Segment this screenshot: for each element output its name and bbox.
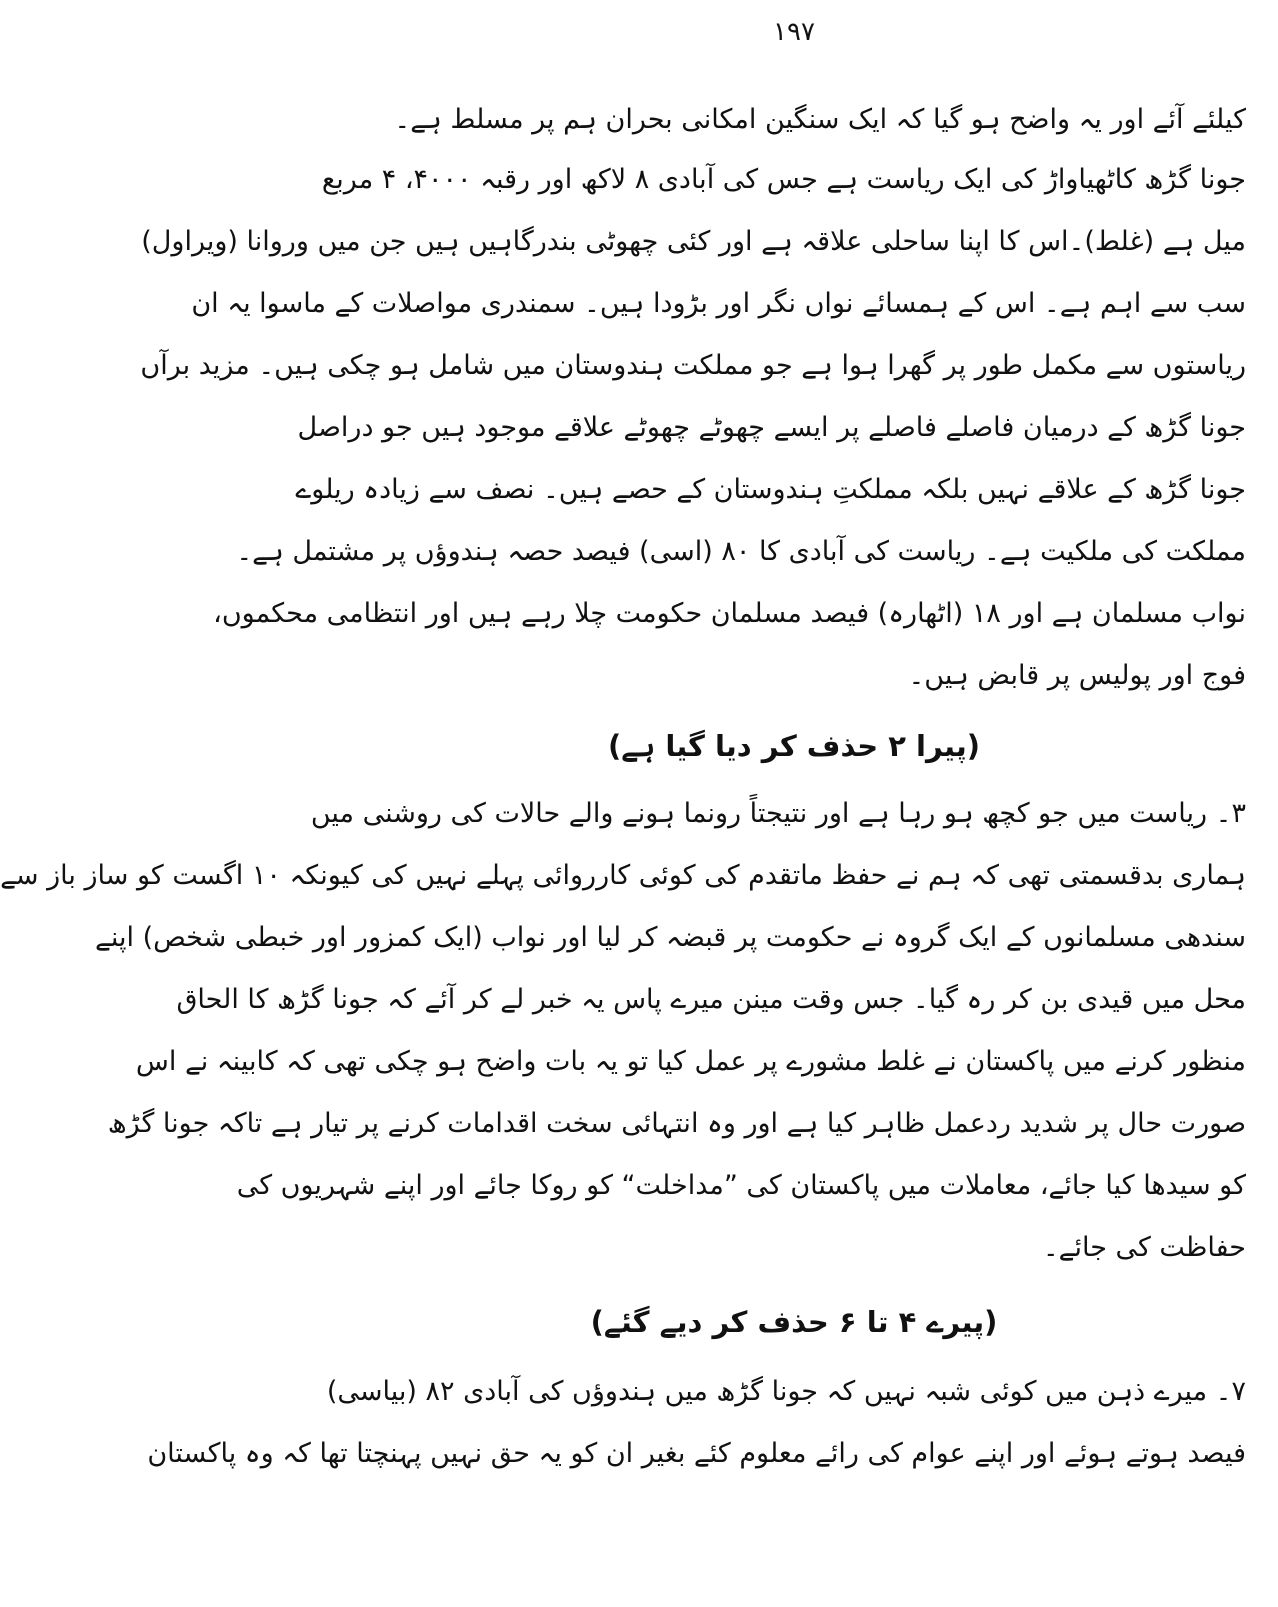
text-line: جونا گڑھ کے علاقے نہیں بلکہ مملکتِ ہندوستان کے حصے ہیں۔ نصف سے زیادہ ریلوے	[295, 474, 1246, 505]
text-line: فوج اور پولیس پر قابض ہیں۔	[908, 660, 1246, 691]
text-line: ۷۔ میرے ذہن میں کوئی شبہ نہیں کہ جونا گڑھ میں ہندوؤں کی آبادی ۸۲ (بیاسی)	[326, 1376, 1246, 1407]
page-number: ١٩٧	[773, 17, 815, 47]
text-line: جونا گڑھ کاٹھیاواڑ کی ایک ریاست ہے جس کی آبادی ۸ لاکھ اور رقبہ ۴۰۰۰، ۴ مربع	[321, 164, 1246, 195]
text-line: سب سے اہم ہے۔ اس کے ہمسائے نواں نگر اور بڑودا ہیں۔ سمندری مواصلات کے ماسوا یہ ان	[191, 288, 1246, 319]
text-line: نواب مسلمان ہے اور ۱۸ (اٹھارہ) فیصد مسلمان حکومت چلا رہے ہیں اور انتظامی محکموں،	[213, 598, 1246, 629]
text-line: کیلئے آئے اور یہ واضح ہو گیا کہ ایک سنگین امکانی بحران ہم پر مسلط ہے۔	[394, 104, 1246, 135]
text-line: فیصد ہوتے ہوئے اور اپنے عوام کی رائے معلوم کئے بغیر ان کو یہ حق نہیں پہنچتا تھا کہ وہ پاکستان	[147, 1438, 1246, 1469]
text-line: میل ہے (غلط)۔اس کا اپنا ساحلی علاقہ ہے اور کئی چھوٹی بندرگاہیں ہیں جن میں وروانا (ویراول)	[141, 226, 1246, 257]
text-line: حفاظت کی جائے۔	[1042, 1232, 1246, 1263]
text-line: ۳۔ ریاست میں جو کچھ ہو رہا ہے اور نتیجتاً رونما ہونے والے حالات کی روشنی میں	[310, 798, 1246, 829]
text-line: صورت حال پر شدید ردعمل ظاہر کیا ہے اور وہ انتہائی سخت اقدامات کرنے پر تیار ہے تاکہ جونا گڑھ	[107, 1108, 1246, 1139]
text-line: محل میں قیدی بن کر رہ گیا۔ جس وقت مینن میرے پاس یہ خبر لے کر آئے کہ جونا گڑھ کا الحاق	[176, 984, 1246, 1015]
text-line: مملکت کی ملکیت ہے۔ ریاست کی آبادی کا ۸۰ (اسی) فیصد حصہ ہندوؤں پر مشتمل ہے۔	[236, 536, 1246, 567]
section-heading: (پیرا ۲ حذف کر دیا گیا ہے)	[608, 729, 980, 763]
text-line: ہماری بدقسمتی تھی کہ ہم نے حفظ ماتقدم کی کوئی کارروائی پہلے نہیں کی کیونکہ ۱۰ اگست کو ساز باز سے	[0, 860, 1246, 891]
text-line: کو سیدھا کیا جائے، معاملات میں پاکستان کی ”مداخلت“ کو روکا جائے اور اپنے شہریوں کی	[236, 1170, 1246, 1201]
text-line: ریاستوں سے مکمل طور پر گھرا ہوا ہے جو مملکت ہندوستان میں شامل ہو چکی ہیں۔ مزید برآں	[140, 350, 1246, 381]
section-heading: (پیرے ۴ تا ۶ حذف کر دیے گئے)	[590, 1305, 998, 1339]
text-line: سندھی مسلمانوں کے ایک گروہ نے حکومت پر قبضہ کر لیا اور نواب (ایک کمزور اور خبطی شخص) اپنے	[95, 922, 1246, 953]
text-line: جونا گڑھ کے درمیان فاصلے فاصلے پر ایسے چھوٹے چھوٹے علاقے موجود ہیں جو دراصل	[297, 412, 1246, 443]
text-line: منظور کرنے میں پاکستان نے غلط مشورے پر عمل کیا تو یہ بات واضح ہو چکی تھی کہ کابینہ نے اس	[135, 1046, 1246, 1077]
